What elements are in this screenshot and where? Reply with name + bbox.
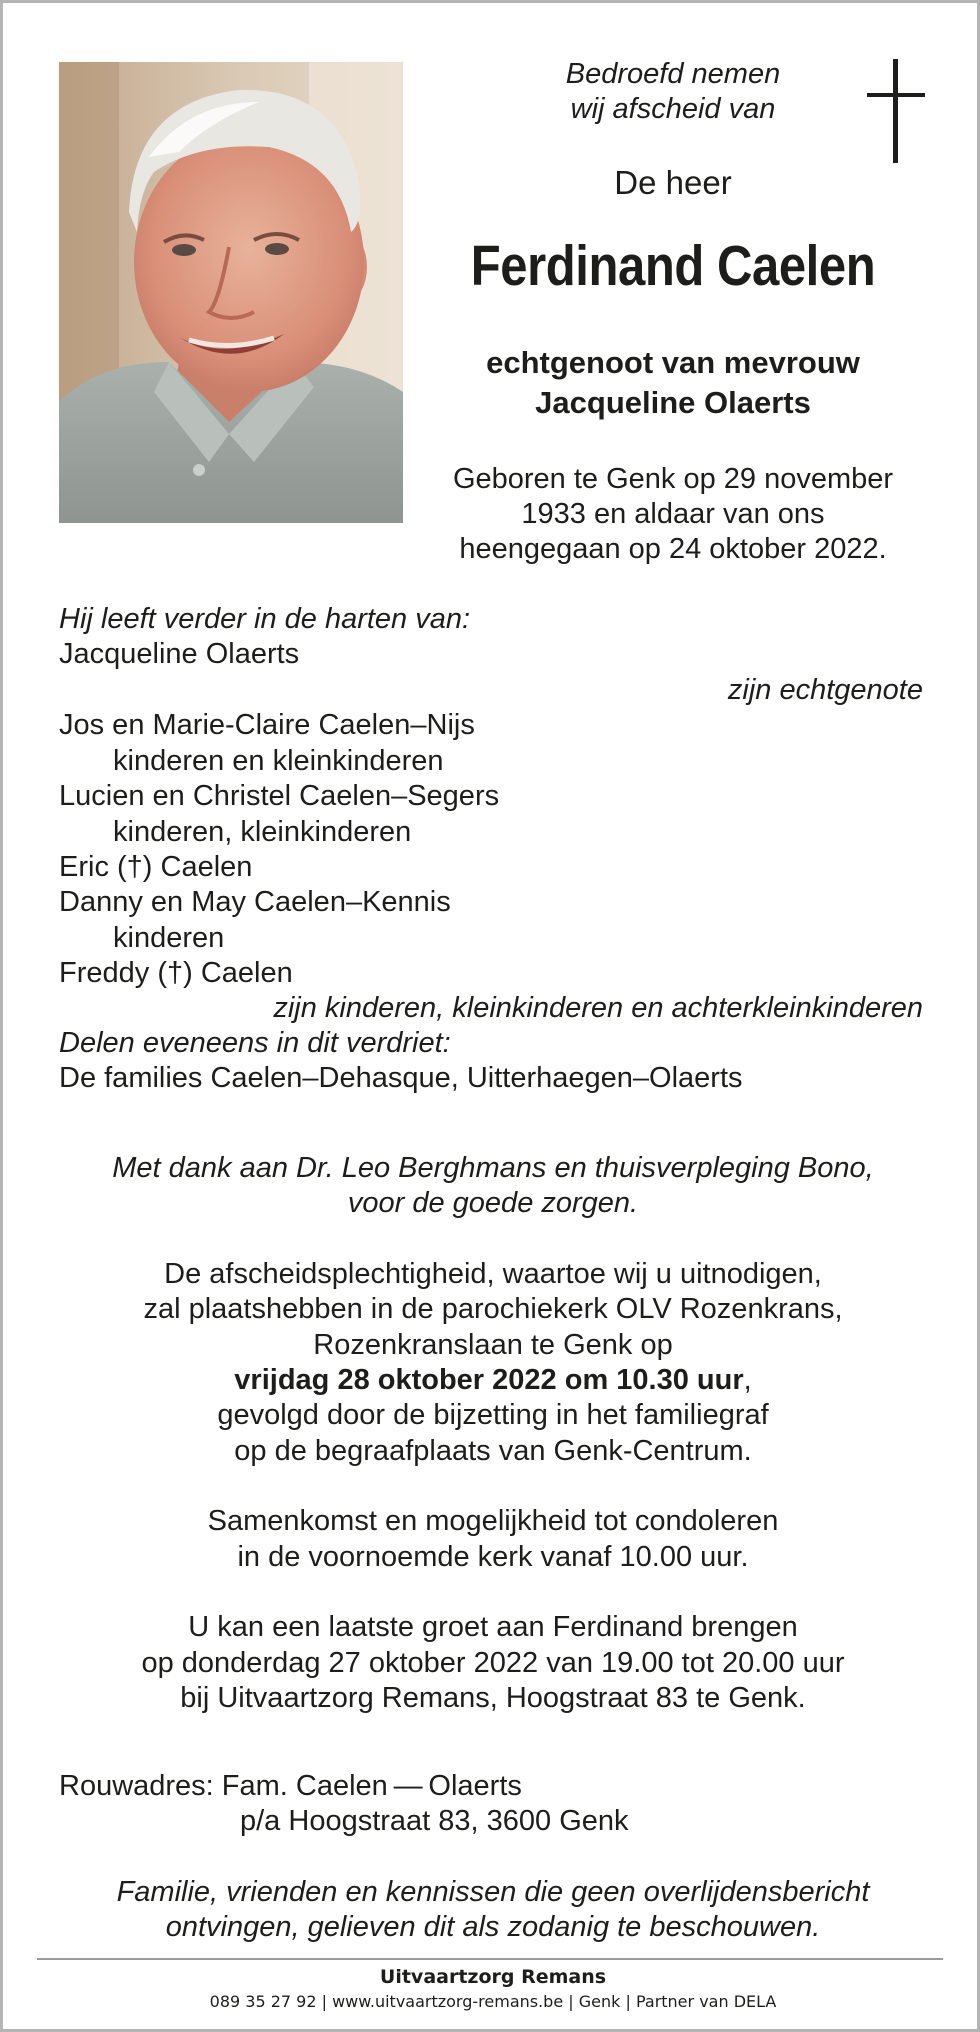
intro-line-1: Bedroefd nemen bbox=[565, 58, 781, 90]
salutation: De heer bbox=[614, 164, 732, 201]
family-member: Danny en May Caelen–Kennis bbox=[59, 886, 451, 918]
notice-line-1: Familie, vrienden en kennissen die geen overlijdensbericht bbox=[116, 1876, 870, 1908]
thanks-line-2: voor de goede zorgen. bbox=[347, 1187, 639, 1219]
shared-families: De families Caelen–Dehasque, Uitterhaegen–Olaerts bbox=[59, 1062, 743, 1094]
portrait-photo bbox=[59, 62, 403, 523]
spouse-role: zijn echtgenote bbox=[727, 674, 923, 706]
spouse-name: Jacqueline Olaerts bbox=[59, 638, 300, 670]
ceremony-date bbox=[43, 1363, 943, 1398]
farewell-line-2: op donderdag 27 oktober 2022 van 19.00 tot 20.00 uur bbox=[141, 1647, 845, 1679]
mourning-address-line-1: Rouwadres: Fam. Caelen — Olaerts bbox=[59, 1770, 522, 1802]
family-member-detail: kinderen, kleinkinderen bbox=[113, 816, 412, 848]
funeral-home-contact: 089 35 27 92 | www.uitvaartzorg-remans.be | Genk | Partner van DELA bbox=[209, 1992, 777, 2011]
ceremony-date-suffix: , bbox=[743, 1364, 752, 1396]
birth-line-2: 1933 en aldaar van ons bbox=[521, 498, 825, 530]
ceremony-line-1: De afscheidsplechtigheid, waartoe wij u uitnodigen, bbox=[164, 1258, 822, 1290]
birth-line-3: heengegaan op 24 oktober 2022. bbox=[459, 533, 887, 565]
mourning-address-line-2: p/a Hoogstraat 83, 3600 Genk bbox=[240, 1805, 629, 1837]
intro-line-2: wij afscheid van bbox=[570, 93, 776, 125]
gathering-line-1: Samenkomst en mogelijkheid tot condoleren bbox=[207, 1505, 779, 1537]
ceremony-line-6: op de begraafplaats van Genk-Centrum. bbox=[234, 1435, 752, 1467]
thanks-line-1: Met dank aan Dr. Leo Berghmans en thuisverpleging Bono, bbox=[112, 1152, 874, 1184]
spouse-line-2: Jacqueline Olaerts bbox=[535, 385, 811, 420]
notice-line-2: ontvingen, gelieven dit als zodanig te beschouwen. bbox=[165, 1911, 821, 1943]
deceased-name: Ferdinand Caelen bbox=[470, 234, 876, 298]
children-role: zijn kinderen, kleinkinderen en achterkleinkinderen bbox=[273, 992, 923, 1024]
farewell-line-1: U kan een laatste groet aan Ferdinand brengen bbox=[188, 1611, 798, 1643]
funeral-home-name: Uitvaartzorg Remans bbox=[379, 1966, 607, 1988]
farewell-line-3: bij Uitvaartzorg Remans, Hoogstraat 83 te Genk. bbox=[180, 1682, 806, 1714]
gathering-line-2: in de voornoemde kerk vanaf 10.00 uur. bbox=[237, 1541, 749, 1573]
family-member: Freddy (†) Caelen bbox=[59, 957, 293, 989]
family-member-detail: kinderen en kleinkinderen bbox=[113, 745, 444, 777]
family-member: Eric (†) Caelen bbox=[59, 851, 253, 883]
shared-intro: Delen eveneens in dit verdriet: bbox=[59, 1027, 451, 1059]
spouse-line-1: echtgenoot van mevrouw bbox=[486, 345, 860, 380]
family-member: Lucien en Christel Caelen–Segers bbox=[59, 780, 500, 812]
footer-divider bbox=[37, 1958, 943, 1960]
ceremony-line-5: gevolgd door de bijzetting in het familiegraf bbox=[217, 1399, 769, 1431]
ceremony-date-bold: vrijdag 28 oktober 2022 om 10.30 uur bbox=[234, 1364, 744, 1396]
birth-line-1: Geboren te Genk op 29 november bbox=[452, 463, 894, 495]
ceremony-line-2: zal plaatshebben in de parochiekerk OLV Rozenkrans, bbox=[143, 1293, 843, 1325]
cross-icon bbox=[867, 59, 925, 163]
family-member: Jos en Marie-Claire Caelen–Nijs bbox=[59, 709, 475, 741]
family-member-detail: kinderen bbox=[113, 922, 225, 954]
family-intro: Hij leeft verder in de harten van: bbox=[59, 603, 471, 635]
ceremony-line-3: Rozenkranslaan te Genk op bbox=[313, 1329, 673, 1361]
